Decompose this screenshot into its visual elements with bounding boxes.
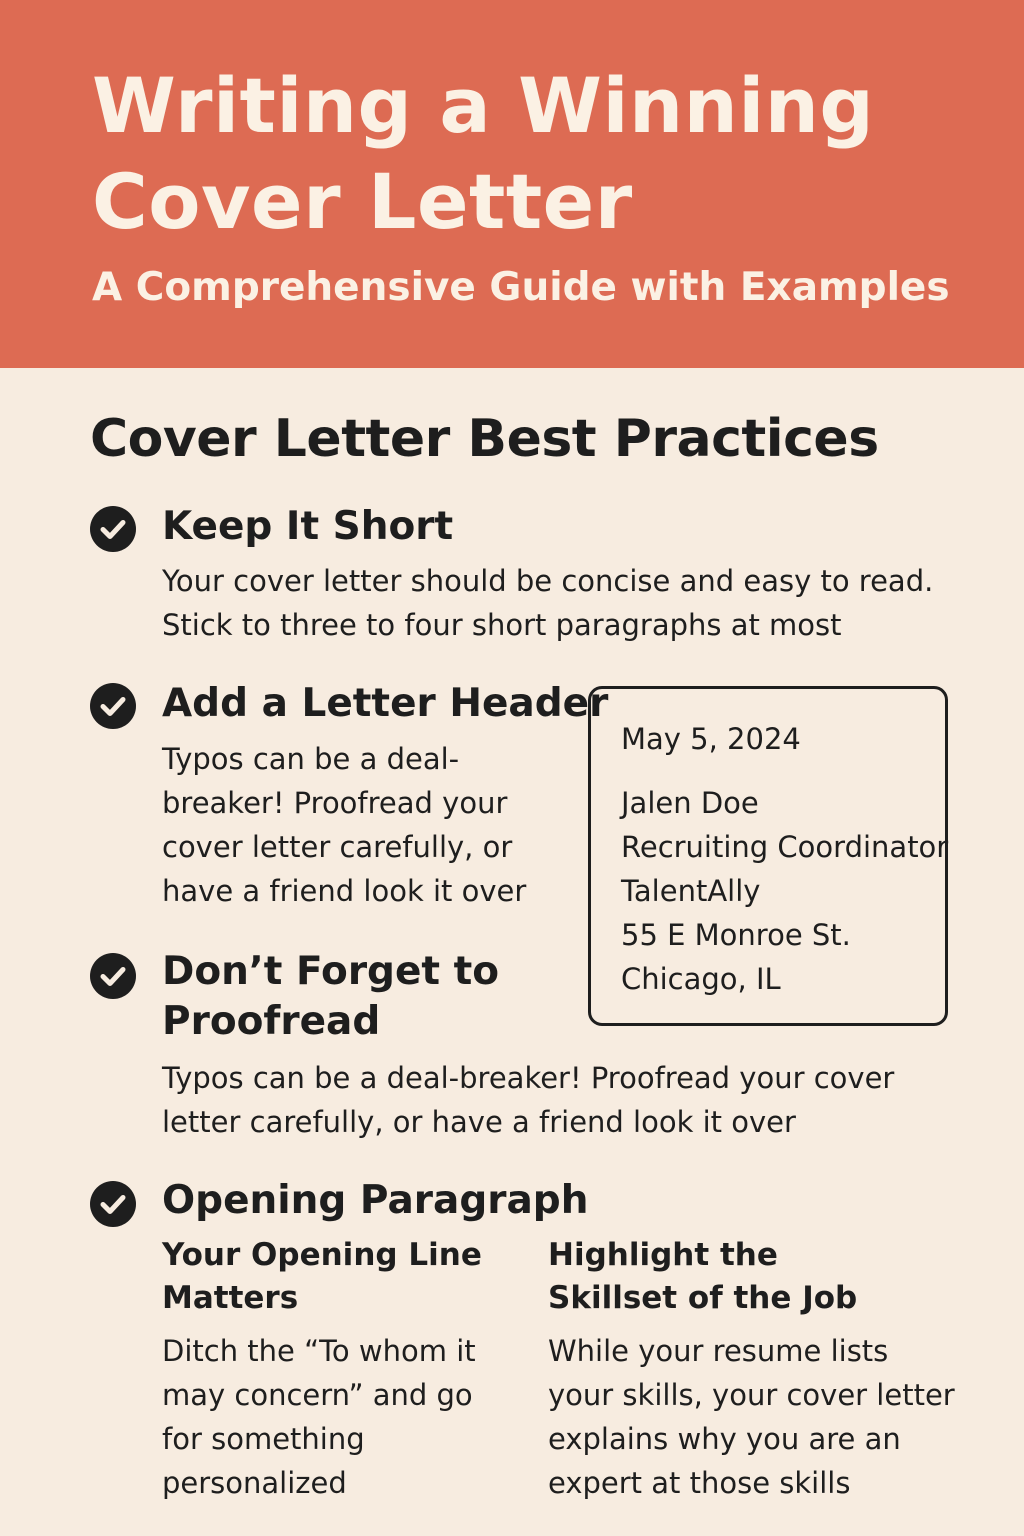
item-body-keep-it-short: Your cover letter should be concise and easy to read. Stick to three to four short paragraphs at most [162, 564, 934, 642]
skillset-title: Highlight the Skillset of the Job [548, 1237, 858, 1316]
recipient-name: Jalen Doe [621, 786, 759, 820]
letter-header-example [588, 686, 948, 1026]
opening-line-body: Ditch the “To whom it may concern” and go for something personalized [162, 1334, 476, 1500]
page-subtitle: A Comprehensive Guide with Examples [92, 265, 950, 310]
header-banner [0, 0, 1024, 368]
check-circle-icon [90, 506, 136, 552]
check-circle-icon [90, 683, 136, 729]
skillset-body: While your resume lists your skills, your cover letter explains why you are an expert at those skills [548, 1334, 955, 1500]
check-circle-icon [90, 1181, 136, 1227]
item-title-proofread: Don’t Forget to Proofread [162, 949, 500, 1044]
section-title: Cover Letter Best Practices [90, 409, 879, 469]
item-body-letter-header: Typos can be a deal-breaker! Proofread your cover letter carefully, or have a friend look it over [162, 742, 527, 908]
item-title-letter-header: Add a Letter Header [162, 681, 609, 726]
recipient-company: TalentAlly [621, 874, 761, 908]
item-body-proofread: Typos can be a deal-breaker! Proofread your cover letter carefully, or have a friend look it over [162, 1061, 895, 1139]
check-circle-icon [90, 953, 136, 999]
opening-line-title: Your Opening Line Matters [162, 1237, 482, 1316]
item-title-opening-paragraph: Opening Paragraph [162, 1178, 589, 1223]
recipient-role: Recruiting Coordinator [621, 830, 949, 864]
recipient-street: 55 E Monroe St. [621, 918, 851, 952]
letter-date: May 5, 2024 [621, 722, 801, 756]
item-title-keep-it-short: Keep It Short [162, 504, 454, 549]
page-title: Writing a Winning Cover Letter [92, 61, 875, 246]
recipient-city: Chicago, IL [621, 962, 781, 996]
